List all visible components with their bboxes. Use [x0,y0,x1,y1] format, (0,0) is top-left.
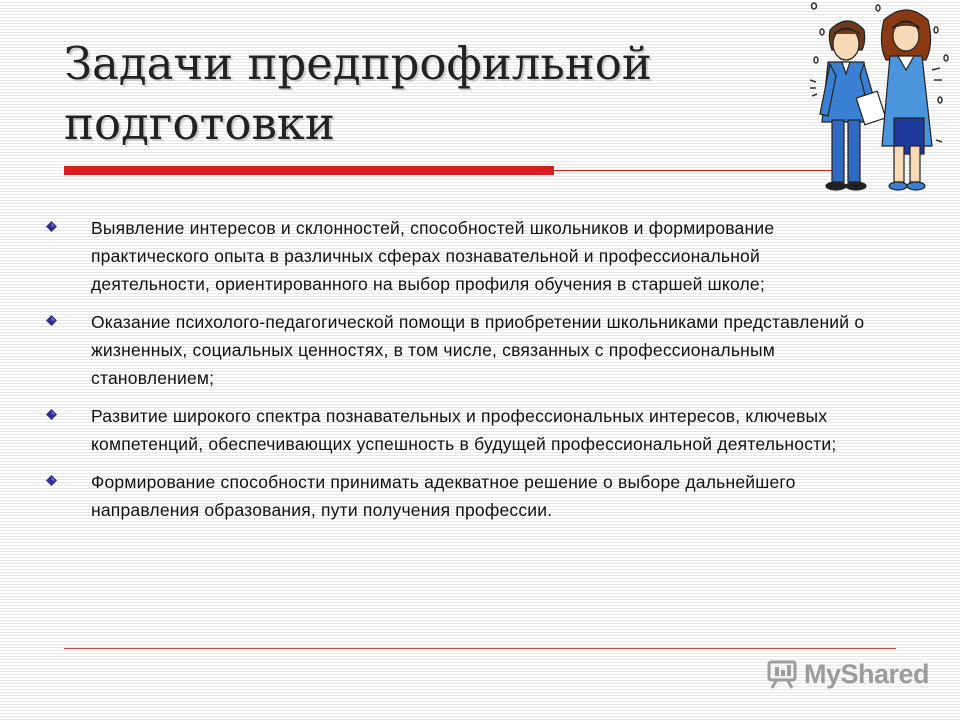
diamond-bullet-icon [46,409,57,420]
watermark-text: MyShared [804,658,930,689]
list-item [44,402,874,458]
slide-title: Задачи предпрофильной подготовки [64,37,652,150]
presentation-board-icon [766,659,798,689]
list-item-text: Формирование способности принимать адекватное решение о выборе дальнейшего направления образования, пути получения профессии. [91,472,796,520]
list-item [44,468,874,524]
list-item [44,214,874,298]
list-item-text: Оказание психолого-педагогической помощи в приобретении школьниками представлений о жизненных, социальных ценностях, в том числе, связанных с профессиональным становлением; [91,312,865,388]
list-item [44,308,874,392]
watermark [766,654,929,694]
list-item-text: Выявление интересов и склонностей, способностей школьников и формирование практического опыта в различных сферах познавательной и профессиональной деятельности, ориентированного на выбор профиля обучения в старшей школе; [91,218,775,294]
diamond-bullet-icon [46,221,57,232]
task-list [44,214,874,534]
students-clipart [808,0,958,200]
diamond-bullet-icon [46,475,57,486]
list-item-text: Развитие широкого спектра познавательных и профессиональных интересов, ключевых компетенций, обеспечивающих успешность в будущей профессиональной деятельности; [91,406,837,454]
diamond-bullet-icon [46,315,57,326]
title-underline-line [554,170,834,171]
footer-divider [64,648,896,649]
title-underline-bar [64,166,554,175]
